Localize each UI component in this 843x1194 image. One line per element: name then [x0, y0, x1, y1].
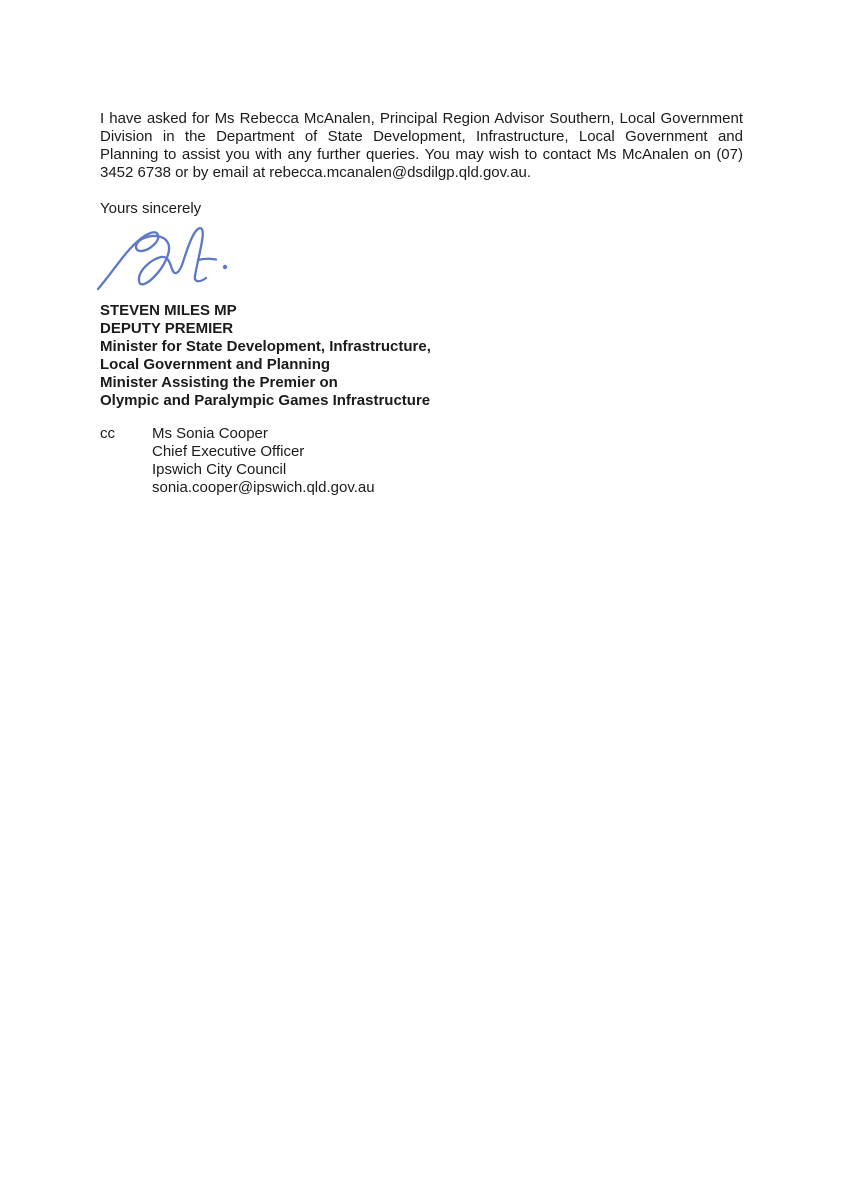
signature-ink-icon: [94, 223, 234, 299]
signatory-role-line: Minister for State Development, Infrastructure,: [100, 338, 431, 355]
signatory-name: STEVEN MILES MP: [100, 302, 237, 319]
cc-recipient-name: Ms Sonia Cooper: [152, 425, 268, 442]
signature: [94, 223, 234, 299]
cc-recipient-email: sonia.cooper@ipswich.qld.gov.au: [152, 479, 375, 496]
letter-paragraph: I have asked for Ms Rebecca McAnalen, Principal Region Advisor Southern, Local Government Division in the Department of State Development, Infrastructure, Local Government and Planning to assist you with any further queries. You may wish to contact Ms McAnalen on (07) 3452 6738 or by email at rebecca.mcanalen@dsdilgp.qld.gov.au.: [100, 110, 743, 181]
cc-recipient-title: Chief Executive Officer: [152, 443, 305, 460]
signature-block: [100, 302, 743, 410]
signatory-role-line: Local Government and Planning: [100, 356, 331, 373]
cc-label: cc: [100, 425, 115, 442]
cc-block: [100, 425, 743, 497]
signatory-role-line: Minister Assisting the Premier on: [100, 374, 338, 391]
cc-recipient: [152, 425, 375, 497]
signatory-position: DEPUTY PREMIER: [100, 320, 234, 337]
closing-salutation: Yours sincerely: [100, 200, 202, 217]
letter-content: [100, 110, 743, 497]
cc-recipient-org: Ipswich City Council: [152, 461, 287, 478]
signatory-role-line: Olympic and Paralympic Games Infrastructure: [100, 392, 431, 409]
